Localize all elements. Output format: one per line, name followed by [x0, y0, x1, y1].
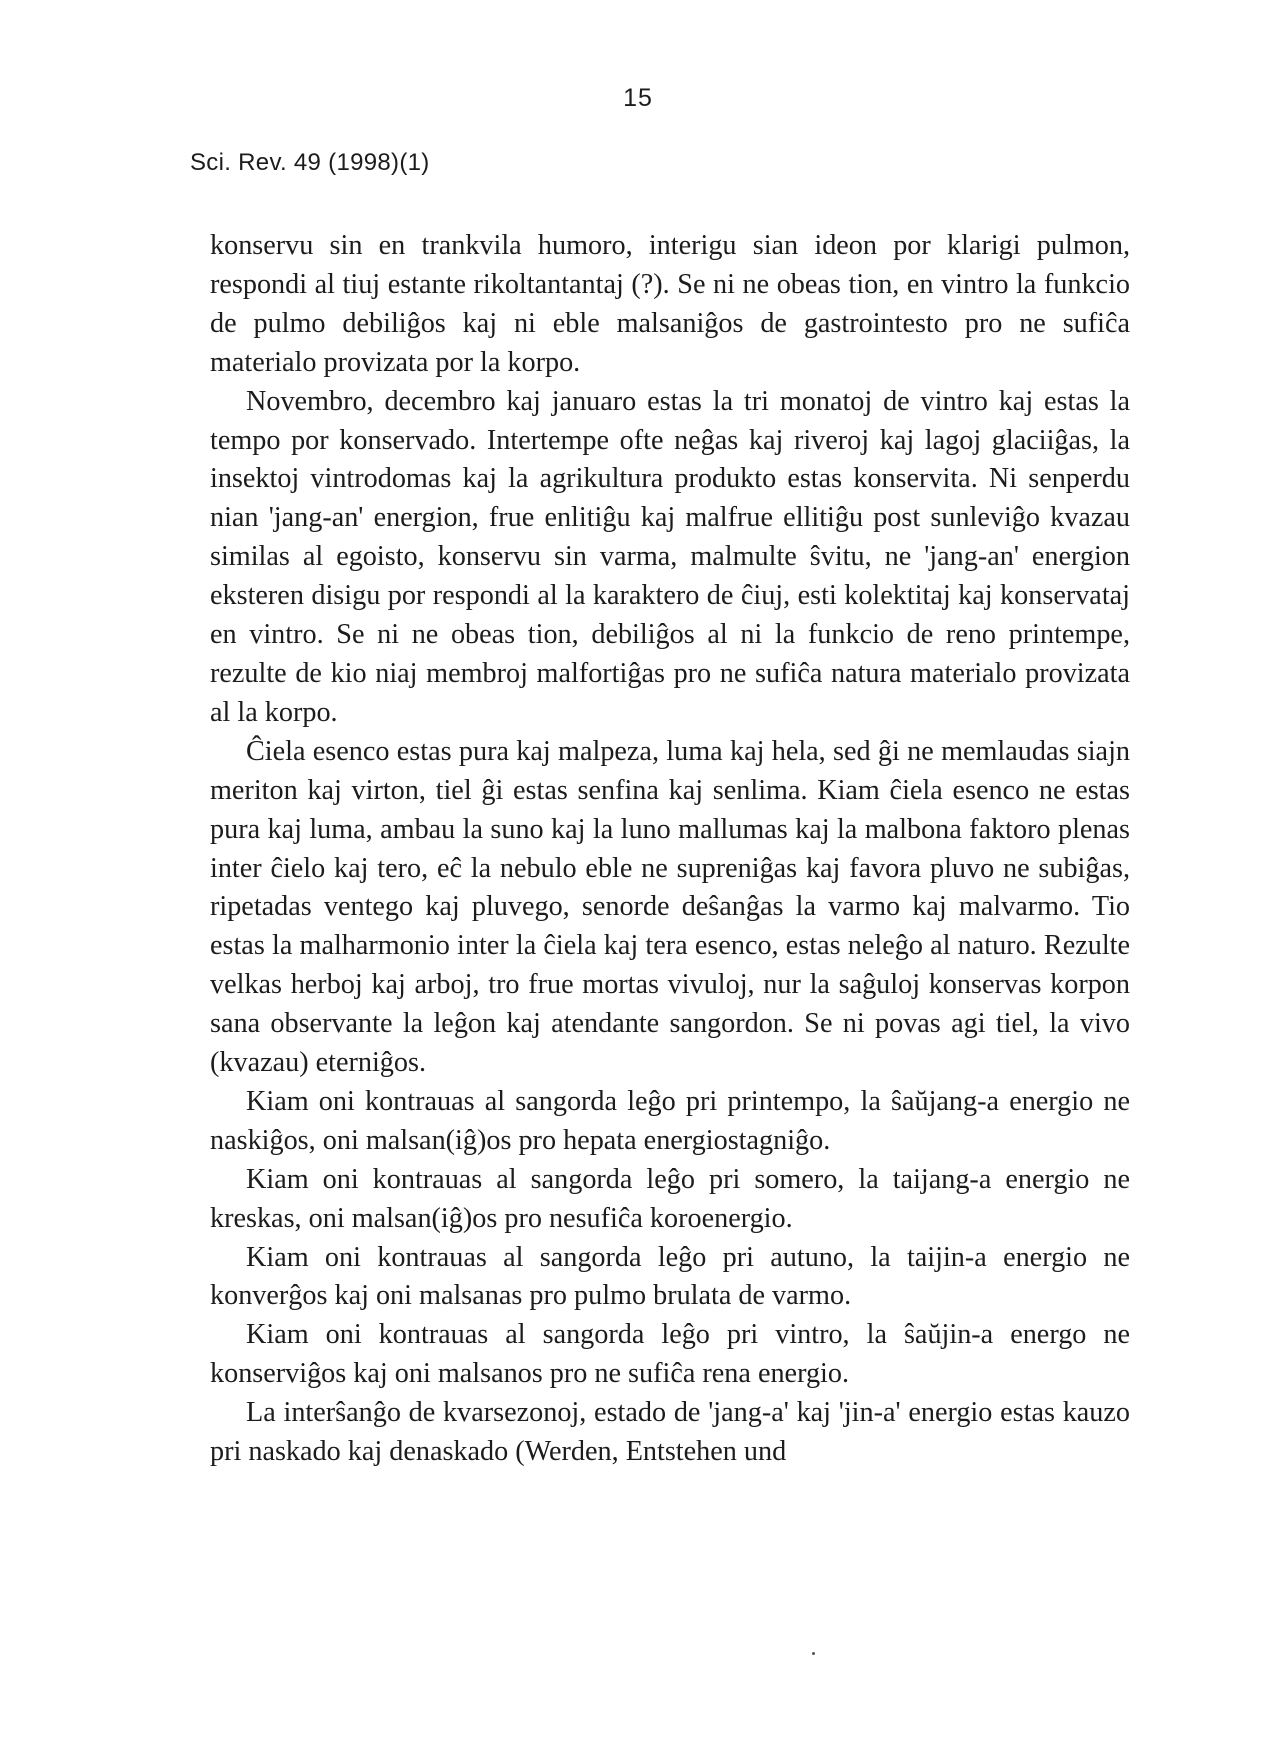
paragraph-6: Kiam oni kontrauas al sangorda leĝo pri autuno, la taijin-a energio ne konverĝos kaj oni malsanas pro pulmo brulata de varmo.: [210, 1241, 1130, 1312]
paragraph-1: konservu sin en trankvila humoro, interigu sian ideon por klarigi pulmon, respondi al tiuj estante rikoltantantaj (?). Se ni ne obeas tion, en vintro la funkcio de pulmo debiliĝos kaj ni eble malsaniĝos de gastrointesto pro ne sufiĉa materialo provizata por la korpo.: [210, 230, 1130, 378]
running-head: Sci. Rev. 49 (1998)(1): [190, 149, 430, 176]
paragraph-3: Ĉiela esenco estas pura kaj malpeza, luma kaj hela, sed ĝi ne memlaudas siajn meriton kaj virton, tiel ĝi estas senfina kaj senlima. Kiam ĉiela esenco ne estas pura kaj luma, ambau la suno kaj la luno mallumas kaj la malbona faktoro plenas inter ĉielo kaj tero, eĉ la nebulo eble ne supreniĝas kaj favora pluvo ne subiĝas, ripetadas ventego kaj pluvego, senorde deŝanĝas la varmo kaj malvarmo. Tio estas la malharmonio inter la ĉiela kaj tera esenco, estas neleĝo al naturo. Rezulte velkas herboj kaj arboj, tro frue mortas vivuloj, nur la saĝuloj konservas korpon sana observante la leĝon kaj atendante sangordon. Se ni povas agi tiel, la vivo (kvazau) eterniĝos.: [210, 735, 1130, 1079]
paragraph-2: Novembro, decembro kaj januaro estas la tri monatoj de vintro kaj estas la tempo por konservado. Intertempe ofte neĝas kaj riveroj kaj lagoj glaciiĝas, la insektoj vintrodomas kaj la agrikultura produkto estas konservita. Ni senperdu nian 'jang-an' energion, frue enlitiĝu kaj malfrue ellitiĝu post sunleviĝo kvazau similas al egoisto, konservu sin varma, malmulte ŝvitu, ne 'jang-an' energion eksteren disigu por respondi al la karaktero de ĉiuj, esti kolektitaj kaj konservataj en vintro. Se ni ne obeas tion, debiliĝos al ni la funkcio de reno printempe, rezulte de kio niaj membroj malfortiĝas pro ne sufiĉa natura materialo provizata al la korpo.: [210, 385, 1130, 728]
paragraph-5: Kiam oni kontrauas al sangorda leĝo pri somero, la taijang-a energio ne kreskas, oni malsan(iĝ)os pro nesufiĉa koroenergio.: [210, 1163, 1130, 1234]
paragraph-4: Kiam oni kontrauas al sangorda leĝo pri printempo, la ŝaŭjang-a energio ne naskiĝos, oni malsan(iĝ)os pro hepata energiostagniĝo.: [210, 1085, 1130, 1156]
body-text: [210, 227, 1130, 1472]
page-number: 15: [623, 84, 653, 112]
paragraph-8: La interŝanĝo de kvarsezonoj, estado de 'jang-a' kaj 'jin-a' energio estas kauzo pri naskado kaj denaskado (Werden, Entstehen und: [210, 1397, 1130, 1468]
scan-speck: [812, 1652, 815, 1655]
paragraph-7: Kiam oni kontrauas al sangorda leĝo pri vintro, la ŝaŭjin-a energo ne konserviĝos kaj oni malsanos pro ne sufiĉa rena energio.: [210, 1319, 1130, 1390]
